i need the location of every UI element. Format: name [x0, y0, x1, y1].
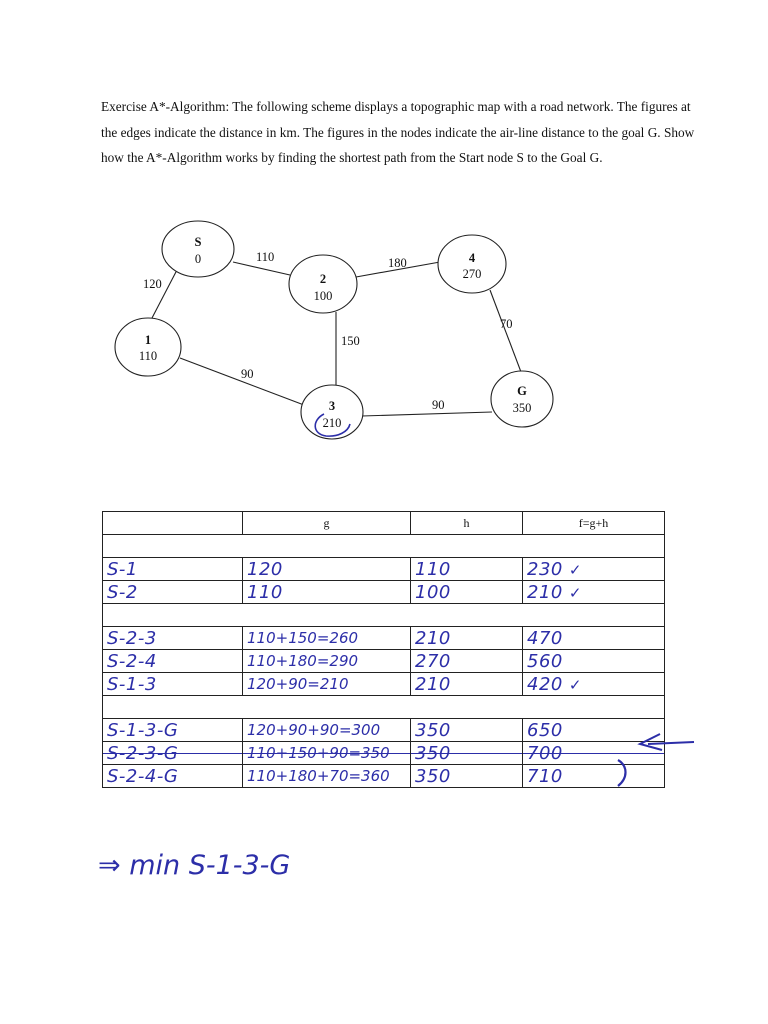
edge-label-s-1: 120 [143, 277, 162, 291]
cell-path: S-2-3 [103, 627, 243, 650]
cell-f-value: 470 [527, 627, 563, 649]
header-g: g [243, 512, 411, 535]
node-4-label: 4 [468, 251, 476, 265]
cell-h: 350 [411, 719, 523, 742]
cell-path: S-1 [103, 558, 243, 581]
cell-g: 120 [243, 558, 411, 581]
cell-h: 350 [411, 765, 523, 788]
cell-path: S-2 [103, 581, 243, 604]
node-g-h: 350 [512, 401, 532, 415]
node-s-label: S [194, 235, 202, 249]
cell-h: 210 [411, 673, 523, 696]
check-mark: ✓ [568, 675, 582, 694]
cell-f-value: 560 [527, 650, 563, 672]
cell-f-value: 650 [527, 719, 563, 741]
edge-label-2-4: 180 [388, 256, 407, 270]
node-3-h: 210 [322, 416, 342, 430]
check-mark: ✓ [568, 583, 582, 602]
cell-f-value: 420 [527, 673, 563, 695]
edge-label-s-2: 110 [256, 250, 275, 264]
header-h: h [411, 512, 523, 535]
cell-g: 110 [243, 581, 411, 604]
cell-h: 270 [411, 650, 523, 673]
bracket-mark [618, 760, 626, 786]
node-2-h: 100 [313, 289, 333, 303]
arrow-pointer-mark [640, 734, 694, 750]
cell-h: 210 [411, 627, 523, 650]
node-3-label: 3 [328, 399, 336, 413]
node-2-label: 2 [319, 272, 327, 286]
cell-g-text: 110+150+90=350 [247, 744, 390, 762]
node-g-label: G [517, 384, 527, 398]
cell-f-value: 230 [527, 558, 563, 580]
header-f: f=g+h [523, 512, 665, 535]
check-mark: ✓ [568, 560, 582, 579]
cell-g: 110+180+70=360 [243, 765, 411, 788]
edge-label-1-3: 90 [241, 367, 254, 381]
cell-f-value: 710 [527, 765, 563, 787]
edge-label-2-3: 150 [341, 334, 360, 348]
node-1-h: 110 [138, 349, 158, 363]
cell-g: 120+90=210 [243, 673, 411, 696]
cell-h-text: 350 [415, 742, 451, 764]
cell-h: 110 [411, 558, 523, 581]
cell-path: S-2-4-G [103, 765, 243, 788]
cell-g: 110+180=290 [243, 650, 411, 673]
exercise-text: Exercise A*-Algorithm: The following scheme displays a topographic map with a road network. The figures at the edges indicate the distance in km. The figures in the nodes indicate the air-line distance to the goal G. Show how the A*-Algorithm works by finding the shortest path from the Start node S to the Goal G. [101, 99, 695, 165]
node-1-label: 1 [144, 333, 152, 347]
edge-label-3-g: 90 [432, 398, 445, 412]
cell-path: S-1-3-G [103, 719, 243, 742]
cell-path: S-2-4 [103, 650, 243, 673]
cell-g: 110+150=260 [243, 627, 411, 650]
edge-label-4-g: 70 [500, 317, 513, 331]
cell-path: S-1-3 [103, 673, 243, 696]
cell-h: 100 [411, 581, 523, 604]
cell-f-value: 700 [527, 742, 563, 764]
cell-path-text: S-2-3-G [107, 742, 179, 764]
cell-g: 120+90+90=300 [243, 719, 411, 742]
answer-text: ⇒ min S-1-3-G [98, 850, 291, 881]
node-s-h: 0 [194, 252, 202, 266]
node-4-h: 270 [462, 267, 482, 281]
cell-f-value: 210 [527, 581, 563, 603]
